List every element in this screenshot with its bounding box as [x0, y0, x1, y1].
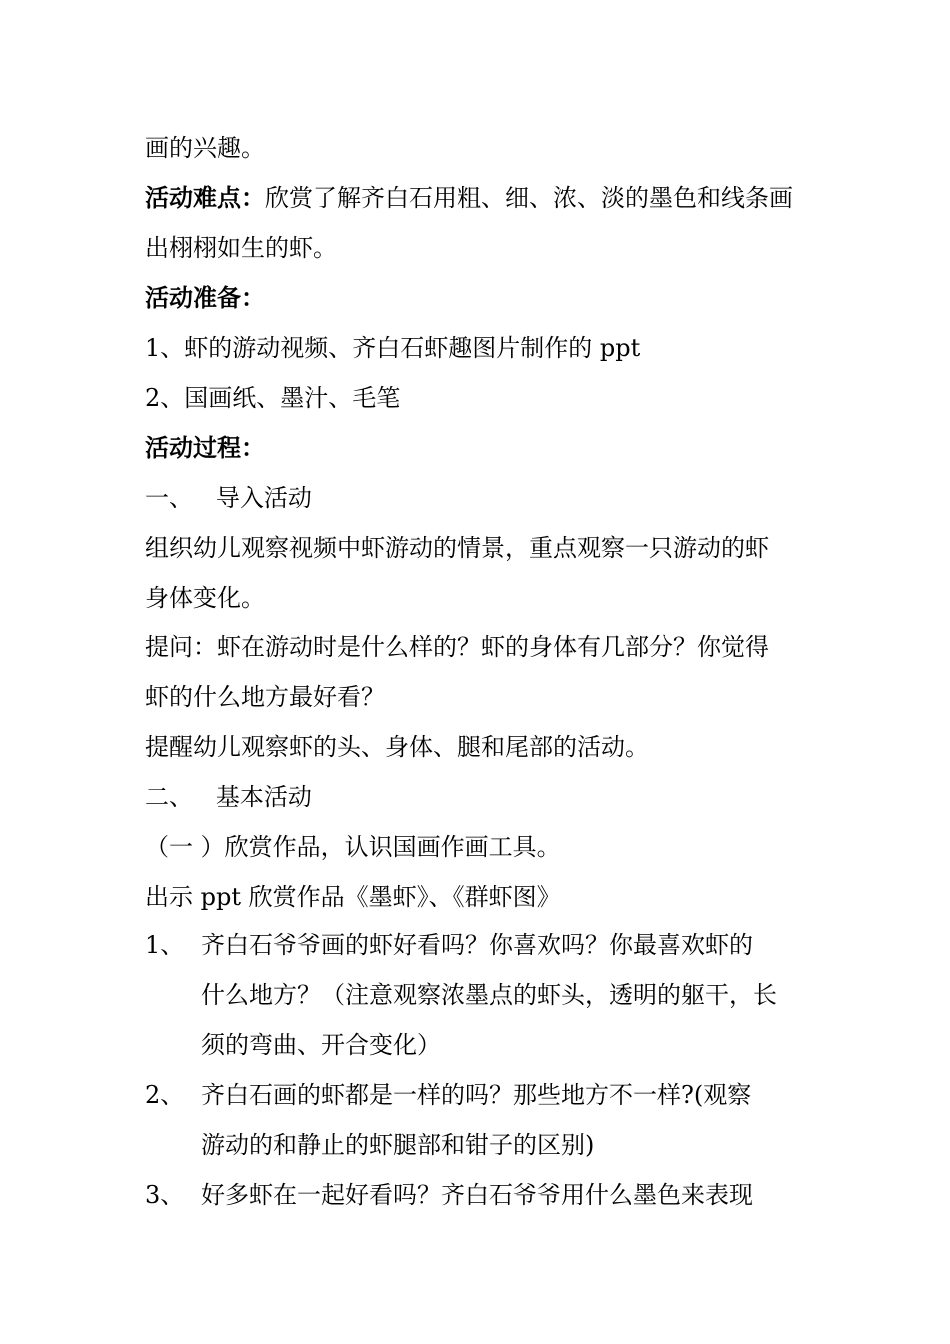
subsection-heading: （一 ）欣赏作品，认识国画作画工具。 [145, 833, 561, 861]
question-number-3: 3、 [145, 1181, 185, 1209]
question-line: 好多虾在一起好看吗？齐白石爷爷用什么墨色来表现 [201, 1181, 753, 1209]
question-line: 游动的和静止的虾腿部和钳子的区别) [201, 1131, 595, 1159]
paragraph-line: 出示 ppt 欣赏作品《墨虾》、《群虾图》 [145, 883, 561, 911]
difficulty-text: 欣赏了解齐白石用粗、细、浓、淡的墨色和线条画 [265, 184, 793, 212]
question-line: 齐白石画的虾都是一样的吗？那些地方不一样?(观察 [201, 1081, 752, 1109]
question-number-1: 1、 [145, 931, 185, 959]
paragraph-line: 身体变化。 [145, 584, 265, 612]
question-line: 什么地方？（注意观察浓墨点的虾头，透明的躯干，长 [201, 981, 777, 1009]
paragraph-line: 出栩栩如生的虾。 [145, 234, 337, 262]
process-heading: 活动过程： [145, 433, 265, 462]
section-1-heading: 一、 导入活动 [145, 484, 312, 512]
paragraph-line: 虾的什么地方最好看？ [145, 683, 385, 711]
difficulty-paragraph [145, 183, 793, 213]
question-number-2: 2、 [145, 1081, 185, 1109]
paragraph-line: 提醒幼儿观察虾的头、身体、腿和尾部的活动。 [145, 733, 649, 761]
prep-heading: 活动准备： [145, 283, 265, 312]
paragraph-line: 画的兴趣。 [145, 134, 265, 162]
difficulty-label: 活动难点： [145, 183, 265, 212]
paragraph-line: 提问：虾在游动时是什么样的？虾的身体有几部分？你觉得 [145, 633, 769, 661]
section-2-heading: 二、 基本活动 [145, 783, 312, 811]
prep-item-2: 2、国画纸、墨汁、毛笔 [145, 384, 401, 412]
prep-item-1: 1、虾的游动视频、齐白石虾趣图片制作的 ppt [145, 334, 641, 362]
question-line: 须的弯曲、开合变化） [201, 1031, 441, 1059]
paragraph-line: 组织幼儿观察视频中虾游动的情景，重点观察一只游动的虾 [145, 534, 769, 562]
question-line: 齐白石爷爷画的虾好看吗？你喜欢吗？你最喜欢虾的 [201, 931, 753, 959]
